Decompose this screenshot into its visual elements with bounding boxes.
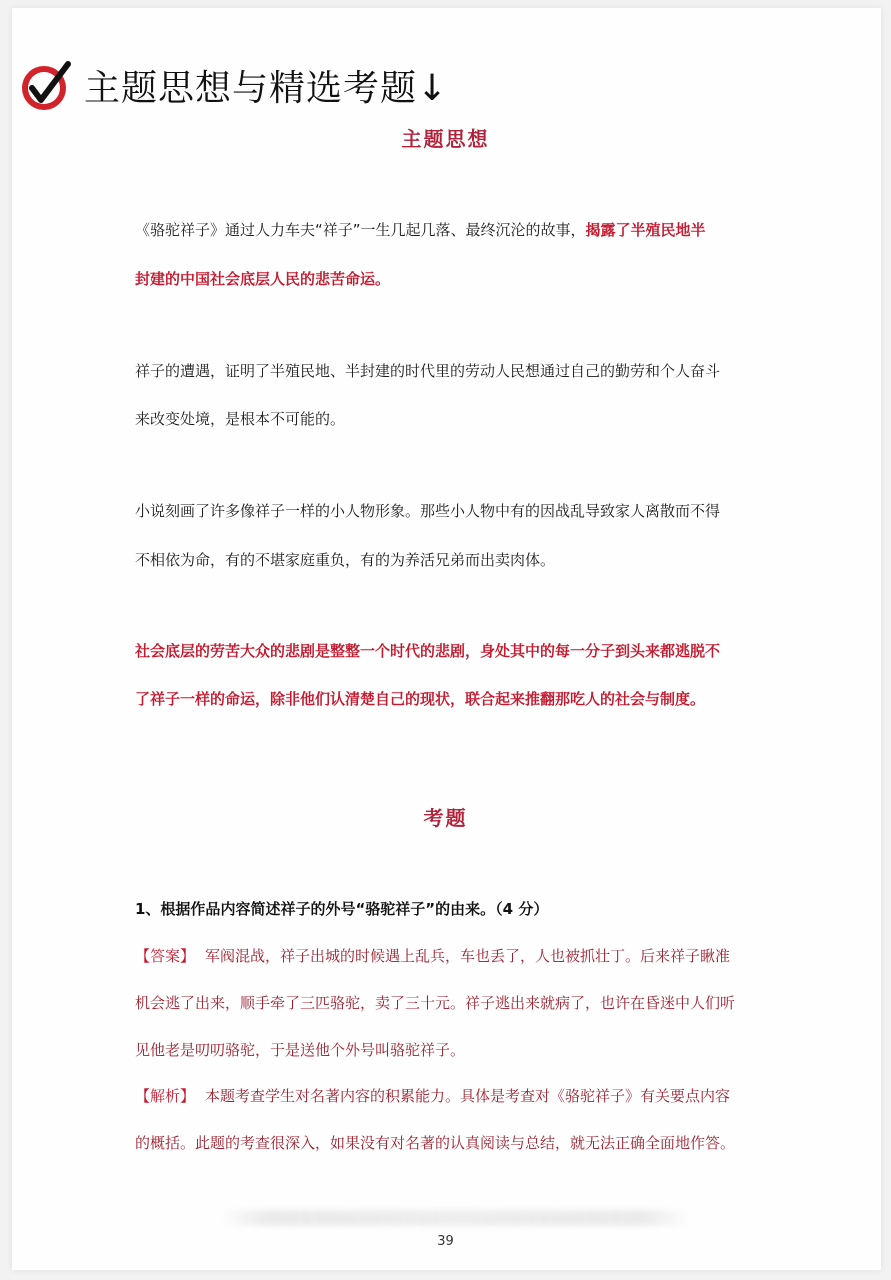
answer-tag: 【答案】	[135, 947, 196, 965]
analysis-line-2: 的概括。此题的考查很深入，如果没有对名著的认真阅读与总结，就无法正确全面地作答。	[135, 1134, 736, 1152]
theme-paragraph-1-highlight-a: 揭露了半殖民地半	[585, 221, 706, 239]
answer-line-1	[135, 945, 730, 966]
section-title-theme: 主题思想	[401, 127, 490, 151]
theme-paragraph-3-line-1: 小说刻画了许多像祥子一样的小人物形象。那些小人物中有的因战乱导致家人离散而不得	[135, 502, 721, 520]
theme-paragraph-2-line-2: 来改变处境，是根本不可能的。	[135, 410, 346, 428]
theme-paragraph-4-line-2: 了祥子一样的命运，除非他们认清楚自己的现状，联合起来推翻那吃人的社会与制度。	[135, 690, 706, 708]
theme-paragraph-4-line-1: 社会底层的劳苦大众的悲剧是整整一个时代的悲剧，身处其中的每一分子到头来都逃脱不	[135, 642, 721, 660]
check-icon	[18, 58, 74, 114]
analysis-text-1: 本题考查学生对名著内容的积累能力。具体是考查对《骆驼祥子》有关要点内容	[205, 1087, 731, 1105]
theme-paragraph-1-line-2	[135, 268, 760, 289]
analysis-tag: 【解析】	[135, 1087, 196, 1105]
header-title: 主题思想与精选考题↓	[84, 68, 449, 109]
theme-paragraph-1-line-1	[135, 219, 760, 240]
page-number: 39	[437, 1234, 454, 1249]
theme-paragraph-3-line-2: 不相依为命，有的不堪家庭重负，有的为养活兄弟而出卖肉体。	[135, 551, 556, 569]
theme-paragraph-1-text: 《骆驼祥子》通过人力车夫“祥子”一生几起几落、最终沉沦的故事，	[135, 221, 586, 239]
question-1: 1、根据作品内容简述祥子的外号“骆驼祥子”的由来。（4 分）	[135, 900, 549, 918]
answer-line-3: 见他老是叨叨骆驼，于是送他个外号叫骆驼祥子。	[135, 1041, 466, 1059]
blurred-footer-text	[220, 1210, 690, 1226]
document-page	[12, 8, 881, 1270]
analysis-line-1	[135, 1085, 730, 1106]
answer-line-2: 机会逃了出来，顺手牵了三匹骆驼，卖了三十元。祥子逃出来就病了，也许在昏迷中人们听	[135, 994, 736, 1012]
answer-text-1: 军阀混战，祥子出城的时候遇上乱兵，车也丢了，人也被抓壮丁。后来祥子瞅准	[205, 947, 731, 965]
theme-paragraph-1-highlight-b: 封建的中国社会底层人民的悲苦命运。	[135, 270, 391, 288]
theme-paragraph-2-line-1: 祥子的遭遇，证明了半殖民地、半封建的时代里的劳动人民想通过自己的勤劳和个人奋斗	[135, 362, 721, 380]
section-title-exam: 考题	[423, 806, 468, 830]
